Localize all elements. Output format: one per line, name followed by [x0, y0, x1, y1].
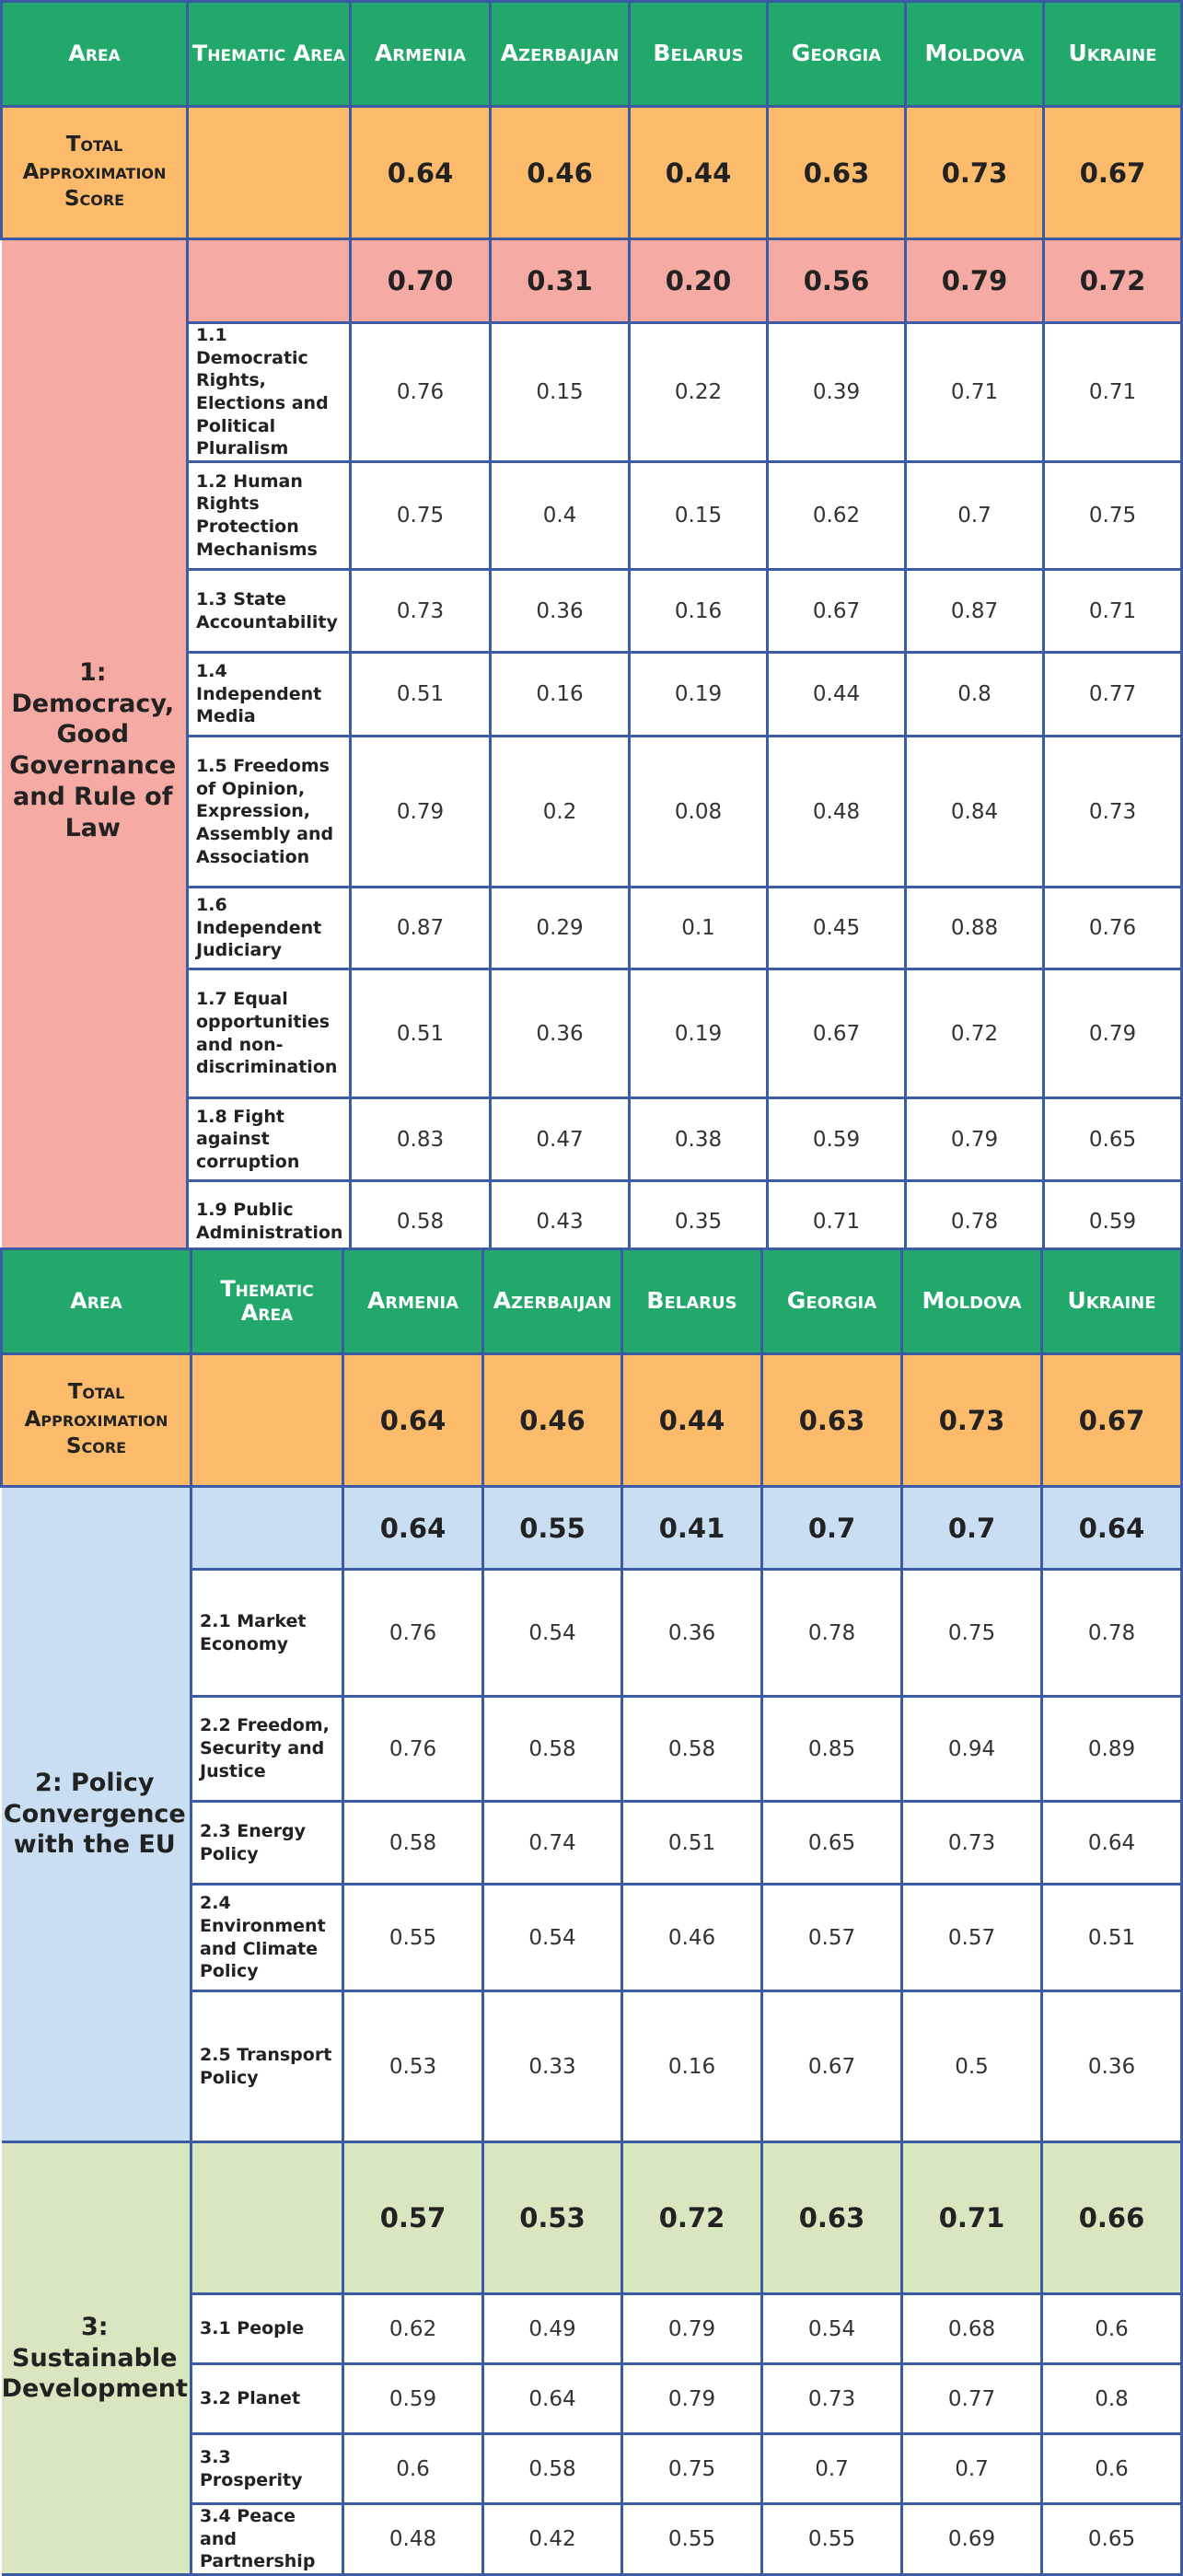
score-cell: 0.5 [902, 1991, 1042, 2142]
score-cell: 0.51 [351, 969, 491, 1098]
total-score-label: Total Approximation Score [2, 1354, 191, 1487]
score-cell: 0.78 [906, 1181, 1044, 1262]
score-cell: 0.94 [902, 1697, 1042, 1802]
summary-empty [191, 2142, 343, 2294]
score-cell: 0.38 [630, 1098, 768, 1181]
score-cell: 0.51 [622, 1802, 762, 1885]
header-country-belarus: Belarus [630, 2, 768, 107]
score-cell: 0.72 [906, 969, 1044, 1098]
score-cell: 0.76 [351, 323, 491, 462]
header-row [2, 2, 1182, 107]
total-score-value: 0.64 [351, 107, 491, 239]
thematic-label: 1.1 Democratic Rights, Elections and Political Pluralism [188, 323, 351, 462]
score-cell: 0.6 [1042, 2434, 1182, 2504]
summary-value: 0.57 [343, 2142, 483, 2294]
summary-value: 0.63 [762, 2142, 902, 2294]
header-country-moldova: Moldova [902, 1249, 1042, 1354]
score-cell: 0.67 [768, 969, 906, 1098]
total-score-value: 0.64 [343, 1354, 483, 1487]
header-country-ukraine: Ukraine [1044, 2, 1182, 107]
score-cell: 0.47 [491, 1098, 630, 1181]
thematic-label: 2.2 Freedom, Security and Justice [191, 1697, 343, 1802]
score-cell: 0.67 [768, 570, 906, 653]
thematic-label: 1.8 Fight against corruption [188, 1098, 351, 1181]
total-score-value: 0.46 [483, 1354, 622, 1487]
score-cell: 0.67 [762, 1991, 902, 2142]
total-score-empty [191, 1354, 343, 1487]
score-cell: 0.88 [906, 888, 1044, 969]
score-cell: 0.84 [906, 737, 1044, 888]
score-cell: 0.54 [762, 2294, 902, 2364]
area-name: 1: Democracy, Good Governance and Rule of Law [2, 239, 188, 1262]
thematic-label: 1.6 Independent Judiciary [188, 888, 351, 969]
score-cell: 0.6 [1042, 2294, 1182, 2364]
score-cell: 0.71 [1044, 570, 1182, 653]
score-cell: 0.64 [483, 2364, 622, 2434]
area-summary-row [2, 239, 1182, 323]
score-cell: 0.51 [1042, 1885, 1182, 1991]
thematic-label: 1.7 Equal opportunities and non-discrimination [188, 969, 351, 1098]
total-score-row [2, 107, 1182, 239]
score-cell: 0.74 [483, 1802, 622, 1885]
score-cell: 0.1 [630, 888, 768, 969]
summary-value: 0.70 [351, 239, 491, 323]
header-thematic-area: Thematic Area [191, 1249, 343, 1354]
score-cell: 0.76 [343, 1697, 483, 1802]
thematic-label: 2.5 Transport Policy [191, 1991, 343, 2142]
score-cell: 0.2 [491, 737, 630, 888]
score-cell: 0.36 [491, 969, 630, 1098]
total-score-label: Total Approximation Score [2, 107, 188, 239]
score-cell: 0.79 [622, 2294, 762, 2364]
score-cell: 0.36 [491, 570, 630, 653]
score-cell: 0.54 [483, 1885, 622, 1991]
summary-value: 0.72 [622, 2142, 762, 2294]
score-cell: 0.4 [491, 462, 630, 570]
total-score-value: 0.67 [1044, 107, 1182, 239]
total-score-value: 0.44 [622, 1354, 762, 1487]
header-country-moldova: Moldova [906, 2, 1044, 107]
score-cell: 0.19 [630, 653, 768, 737]
score-cell: 0.87 [351, 888, 491, 969]
score-cell: 0.75 [902, 1570, 1042, 1697]
header-row [2, 1249, 1182, 1354]
thematic-label: 3.2 Planet [191, 2364, 343, 2434]
score-cell: 0.58 [622, 1697, 762, 1802]
total-score-value: 0.63 [768, 107, 906, 239]
summary-empty [188, 239, 351, 323]
score-cell: 0.57 [902, 1885, 1042, 1991]
summary-value: 0.79 [906, 239, 1044, 323]
score-cell: 0.08 [630, 737, 768, 888]
thematic-label: 3.4 Peace and Partnership [191, 2504, 343, 2575]
score-cell: 0.44 [768, 653, 906, 737]
approximation-table-2 [0, 1247, 1183, 2576]
score-cell: 0.87 [906, 570, 1044, 653]
score-cell: 0.45 [768, 888, 906, 969]
score-cell: 0.58 [483, 2434, 622, 2504]
header-country-azerbaijan: Azerbaijan [491, 2, 630, 107]
header-country-belarus: Belarus [622, 1249, 762, 1354]
header-area: Area [2, 1249, 191, 1354]
header-country-azerbaijan: Azerbaijan [483, 1249, 622, 1354]
score-cell: 0.65 [762, 1802, 902, 1885]
header-country-georgia: Georgia [768, 2, 906, 107]
score-cell: 0.53 [343, 1991, 483, 2142]
thematic-label: 1.3 State Accountability [188, 570, 351, 653]
header-country-ukraine: Ukraine [1042, 1249, 1182, 1354]
thematic-label: 2.1 Market Economy [191, 1570, 343, 1697]
score-cell: 0.65 [1044, 1098, 1182, 1181]
total-score-value: 0.44 [630, 107, 768, 239]
score-cell: 0.83 [351, 1098, 491, 1181]
score-cell: 0.58 [351, 1181, 491, 1262]
thematic-label: 1.2 Human Rights Protection Mechanisms [188, 462, 351, 570]
score-cell: 0.8 [906, 653, 1044, 737]
score-cell: 0.64 [1042, 1802, 1182, 1885]
summary-empty [191, 1487, 343, 1570]
header-thematic-area: Thematic Area [188, 2, 351, 107]
score-cell: 0.35 [630, 1181, 768, 1262]
score-cell: 0.73 [762, 2364, 902, 2434]
summary-value: 0.71 [902, 2142, 1042, 2294]
header-country-armenia: Armenia [343, 1249, 483, 1354]
score-cell: 0.75 [351, 462, 491, 570]
summary-value: 0.41 [622, 1487, 762, 1570]
summary-value: 0.20 [630, 239, 768, 323]
area-summary-row [2, 2142, 1182, 2294]
score-cell: 0.68 [902, 2294, 1042, 2364]
score-cell: 0.15 [630, 462, 768, 570]
score-cell: 0.16 [630, 570, 768, 653]
score-cell: 0.62 [768, 462, 906, 570]
score-cell: 0.7 [906, 462, 1044, 570]
score-cell: 0.78 [1042, 1570, 1182, 1697]
area-summary-row [2, 1487, 1182, 1570]
score-cell: 0.7 [902, 2434, 1042, 2504]
score-cell: 0.15 [491, 323, 630, 462]
thematic-label: 3.3 Prosperity [191, 2434, 343, 2504]
thematic-label: 2.3 Energy Policy [191, 1802, 343, 1885]
score-cell: 0.69 [902, 2504, 1042, 2575]
score-cell: 0.77 [1044, 653, 1182, 737]
summary-value: 0.31 [491, 239, 630, 323]
score-cell: 0.75 [622, 2434, 762, 2504]
summary-value: 0.7 [902, 1487, 1042, 1570]
score-cell: 0.78 [762, 1570, 902, 1697]
total-score-value: 0.73 [906, 107, 1044, 239]
score-cell: 0.42 [483, 2504, 622, 2575]
score-cell: 0.71 [1044, 323, 1182, 462]
score-cell: 0.48 [343, 2504, 483, 2575]
score-cell: 0.19 [630, 969, 768, 1098]
score-cell: 0.51 [351, 653, 491, 737]
score-cell: 0.79 [906, 1098, 1044, 1181]
total-score-value: 0.73 [902, 1354, 1042, 1487]
score-cell: 0.6 [343, 2434, 483, 2504]
thematic-label: 1.5 Freedoms of Opinion, Expression, Assembly and Association [188, 737, 351, 888]
thematic-label: 1.4 Independent Media [188, 653, 351, 737]
score-cell: 0.62 [343, 2294, 483, 2364]
summary-value: 0.55 [483, 1487, 622, 1570]
header-country-georgia: Georgia [762, 1249, 902, 1354]
score-cell: 0.29 [491, 888, 630, 969]
score-cell: 0.76 [343, 1570, 483, 1697]
total-score-value: 0.46 [491, 107, 630, 239]
score-cell: 0.16 [491, 653, 630, 737]
score-cell: 0.77 [902, 2364, 1042, 2434]
score-cell: 0.54 [483, 1570, 622, 1697]
score-cell: 0.76 [1044, 888, 1182, 969]
score-cell: 0.59 [1044, 1181, 1182, 1262]
total-score-value: 0.67 [1042, 1354, 1182, 1487]
area-name: 2: Policy Convergence with the EU [2, 1487, 191, 2142]
approximation-table-1 [0, 0, 1183, 1263]
score-cell: 0.65 [1042, 2504, 1182, 2575]
thematic-label: 3.1 People [191, 2294, 343, 2364]
score-cell: 0.49 [483, 2294, 622, 2364]
score-cell: 0.79 [1044, 969, 1182, 1098]
summary-value: 0.64 [343, 1487, 483, 1570]
area-name: 3: Sustainable Development [2, 2142, 191, 2575]
score-cell: 0.48 [768, 737, 906, 888]
score-cell: 0.7 [762, 2434, 902, 2504]
score-cell: 0.59 [343, 2364, 483, 2434]
summary-value: 0.66 [1042, 2142, 1182, 2294]
summary-value: 0.72 [1044, 239, 1182, 323]
score-cell: 0.36 [622, 1570, 762, 1697]
score-cell: 0.79 [351, 737, 491, 888]
score-cell: 0.73 [1044, 737, 1182, 888]
score-cell: 0.58 [483, 1697, 622, 1802]
summary-value: 0.7 [762, 1487, 902, 1570]
summary-value: 0.53 [483, 2142, 622, 2294]
score-cell: 0.57 [762, 1885, 902, 1991]
score-cell: 0.75 [1044, 462, 1182, 570]
header-area: Area [2, 2, 188, 107]
score-cell: 0.55 [343, 1885, 483, 1991]
score-cell: 0.71 [768, 1181, 906, 1262]
score-cell: 0.55 [762, 2504, 902, 2575]
header-country-armenia: Armenia [351, 2, 491, 107]
score-cell: 0.71 [906, 323, 1044, 462]
total-score-value: 0.63 [762, 1354, 902, 1487]
thematic-label: 2.4 Environment and Climate Policy [191, 1885, 343, 1991]
total-score-empty [188, 107, 351, 239]
score-cell: 0.39 [768, 323, 906, 462]
score-cell: 0.22 [630, 323, 768, 462]
score-cell: 0.58 [343, 1802, 483, 1885]
summary-value: 0.56 [768, 239, 906, 323]
score-cell: 0.46 [622, 1885, 762, 1991]
score-cell: 0.89 [1042, 1697, 1182, 1802]
score-cell: 0.8 [1042, 2364, 1182, 2434]
score-cell: 0.16 [622, 1991, 762, 2142]
score-cell: 0.79 [622, 2364, 762, 2434]
score-cell: 0.36 [1042, 1991, 1182, 2142]
summary-value: 0.64 [1042, 1487, 1182, 1570]
score-cell: 0.73 [351, 570, 491, 653]
score-cell: 0.73 [902, 1802, 1042, 1885]
score-cell: 0.85 [762, 1697, 902, 1802]
score-cell: 0.43 [491, 1181, 630, 1262]
score-cell: 0.33 [483, 1991, 622, 2142]
thematic-label: 1.9 Public Administration [188, 1181, 351, 1262]
score-cell: 0.55 [622, 2504, 762, 2575]
total-score-row [2, 1354, 1182, 1487]
score-cell: 0.59 [768, 1098, 906, 1181]
